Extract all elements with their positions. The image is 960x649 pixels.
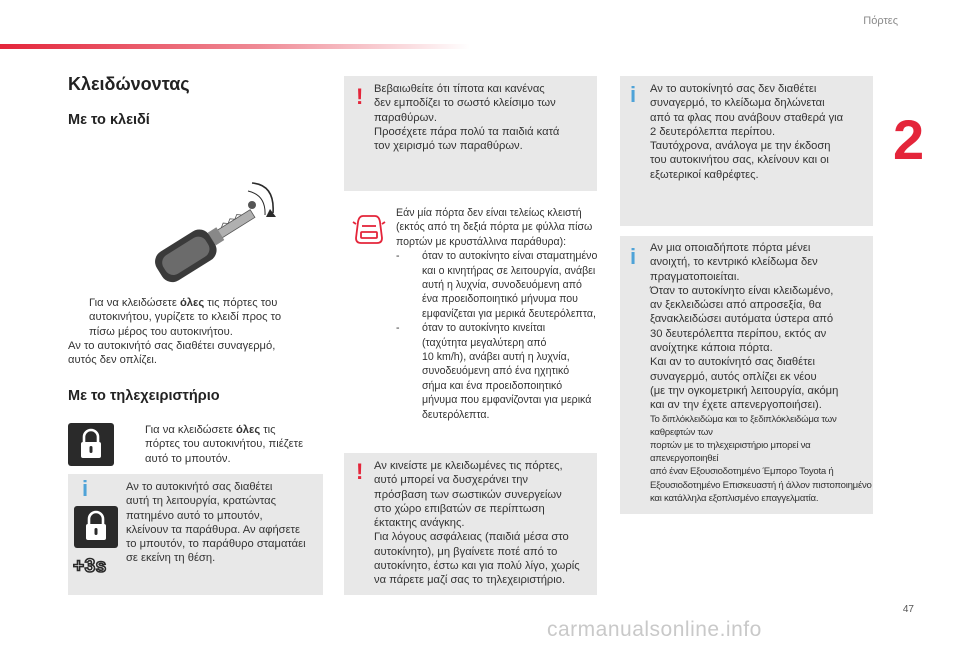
windows-warning-panel: ! Βεβαιωθείτε ότι τίποτα και κανένας δεν εμποδίζει το σωστό κλείσιμο των παραθύρων. Προσέχετε πάρα πολύ τα παιδιά κατά τον χειρισμό των παραθύρων. xyxy=(344,76,597,191)
page-title: Κλειδώνοντας xyxy=(68,74,190,94)
lock-button-badge xyxy=(68,423,114,466)
list-item: - όταν το αυτοκίνητο κινείται (ταχύτητα μεγαλύτερη από 10 km/h), ανάβει αυτή η λυχνία, συνοδευόμενη από ένα ηχητικό σήμα και ένα προειδοποιητικό μήνυμα που εμφανίζονται για μερικά δευτερόλεπτα. xyxy=(396,322,592,421)
info-icon: i xyxy=(630,82,637,107)
key-in-lock-illustration xyxy=(130,165,280,295)
door-open-warning-light-icon xyxy=(352,212,386,248)
remote-lock-instruction: Για να κλειδώσετε όλες τις πόρτες του αυτοκινήτου, πιέζετε αυτό το μπουτόν. xyxy=(145,424,304,465)
door-open-note: Εάν μία πόρτα δεν είναι τελείως κλειστή (εκτός από τη δεξιά πόρτα με φύλλα πίσω πορτών με κρυστάλλινα παράθυρα): - όταν το αυτοκίνητο είναι σταματημένο και ο κινητήρας σε λειτουργία, ανάβει αυτή η λυχνία, συνοδευόμενη από ένα προειδοποιητικό μήνυμα που εμφανίζεται για μερικά δευτερόλεπτα, - όταν το αυτοκίνητο κινείται (ταχύτητα μεγαλύτερη από 10 km/h), ανάβει αυτή η λυχνία, συνοδευόμενη από ένα ηχητικό σήμα και ένα προειδοποιητικό μήνυμα που εμφανίζονται για μερικά δευτερόλεπτα. xyxy=(396,206,601,422)
warning-icon: ! xyxy=(356,84,364,109)
padlock-icon xyxy=(74,506,118,548)
chapter-title: Πόρτες xyxy=(863,15,898,27)
hold-3-seconds-badge: +3s xyxy=(73,556,107,577)
watermark: carmanualsonline.info xyxy=(547,618,762,641)
chapter-number: 2 xyxy=(893,108,925,171)
key-section-heading: Με το κλειδί xyxy=(68,112,150,128)
page-number: 47 xyxy=(902,604,914,615)
remote-section-heading: Με το τηλεχειριστήριο xyxy=(68,388,220,404)
central-locking-info-panel: i Αν μια οποιαδήποτε πόρτα μένει ανοιχτή, το κεντρικό κλείδωμα δεν πραγματοποιείται. Όταν το αυτοκίνητο είναι κλειδωμένο, αν ξεκλειδώσει από απροσεξία, θα ξανακλειδώσει αυτόματα ύστερα από 30 δευτερόλεπτα περίπου, εκτός αν ανοίχτηκε κάποια πόρτα. Και αν το αυτοκίνητό σας διαθέτει συναγερμό, αυτός οπλίζει εκ νέου (με την ογκομετρική λειτουργία, ακόμη και αν την έχετε απενεργοποιήσει). Το διπλόκλειδώμα και το ξεδιπλόκλειδώμα των καθρεφτών των πορτών με το τηλεχειριστήριο μπορεί να απενεργοποιηθεί από έναν Εξουσιοδοτημένο Έμπορο Toyota ή Εξουσιοδοτημένο Επισκευαστή ή άλλον πιστοποιημένο και κατάλληλα εξοπλισμένο επαγγελματία. xyxy=(620,236,873,514)
key-lock-instruction: Για να κλειδώσετε όλες τις πόρτες του αυτοκινήτου, γυρίζετε το κλειδί προς το πίσω μέρος του αυτοκινήτου. Αν το αυτοκινήτό σας διαθέτει συναγερμό, αυτός δεν οπλίζει. xyxy=(68,297,282,367)
lock-button-badge xyxy=(74,506,118,548)
list-item: - όταν το αυτοκίνητο είναι σταματημένο και ο κινητήρας σε λειτουργία, ανάβει αυτή η λυχνία, συνοδευόμενη από ένα προειδοποιητικό μήνυμα που εμφανίζεται για μερικά δευτερόλεπτα, xyxy=(396,250,598,320)
warning-icon: ! xyxy=(356,459,364,484)
remote-window-info-panel: i +3s Αν το αυτοκινήτό σας διαθέτει αυτή τη λειτουργία, κρατώντας πατημένο αυτό το μπουτόν, κλείνουν τα παράθυρα. Αν αφήσετε το μπουτόν, το παράθυρο σταματάει σε εκείνη τη θέση. xyxy=(68,474,323,595)
padlock-icon xyxy=(68,423,114,466)
header-accent-bar xyxy=(0,44,470,49)
info-icon: i xyxy=(630,244,637,269)
info-icon: i xyxy=(82,476,89,501)
alarm-info-panel: i Αν το αυτοκίνητό σας δεν διαθέτει συναγερμό, το κλείδωμα δηλώνεται από τα φλας που ανάβουν σταθερά για 2 δευτερόλεπτα περίπου. Ταυτόχρονα, ανάλογα με την έκδοση του αυτοκινήτου σας, κλείνουν και οι εξωτερικοί καθρέφτες. xyxy=(620,76,873,226)
locked-driving-warning-panel: ! Αν κινείστε με κλειδωμένες τις πόρτες, αυτό μπορεί να δυσχεράνει την πρόσβαση των σωστικών συνεργείων στο χώρο επιβατών σε περίπτωση έκτακτης ανάγκης. Για λόγους ασφάλειας (παιδιά μέσα στο αυτοκίνητο), μη βγαίνετε ποτέ από το αυτοκίνητο, έστω και για πολύ λίγο, χωρίς να πάρετε μαζί σας το τηλεχειριστήριο. xyxy=(344,453,597,595)
